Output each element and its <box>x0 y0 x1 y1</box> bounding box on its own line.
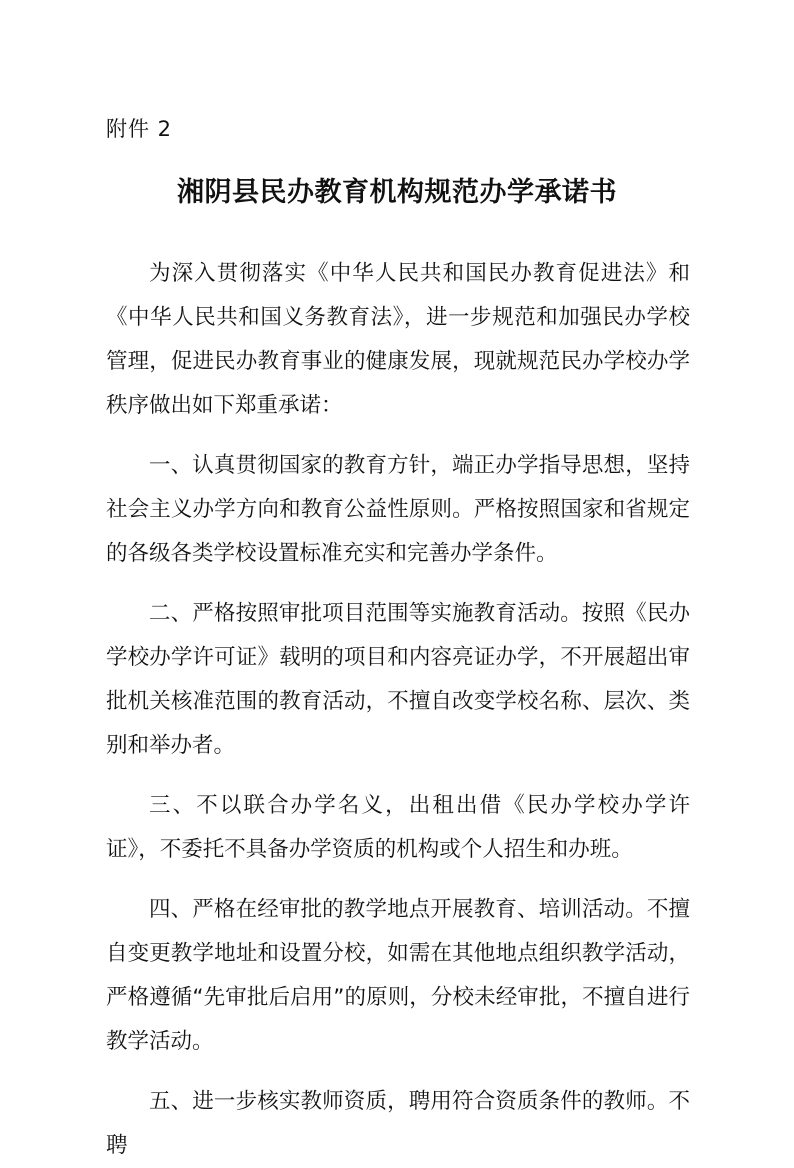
paragraph-commitment-4: 四、严格在经审批的教学地点开展教育、培训活动。不擅自变更教学地址和设置分校，如需在其他地点组织教学活动，严格遵循“先审批后启用”的原则，分校未经审批，不擅自进行教学活动。 <box>106 897 690 1054</box>
paragraph-commitment-1: 一、认真贯彻国家的教育方针，端正办学指导思想，坚持社会主义办学方向和教育公益性原则。严格按照国家和省规定的各级各类学校设置标准充实和完善办学条件。 <box>106 453 690 566</box>
document-body <box>106 252 690 1168</box>
paragraph-commitment-3: 三、不以联合办学名义，出租出借《民办学校办学许证》，不委托不具备办学资质的机构或个人招生和办班。 <box>106 793 690 862</box>
paragraph-intro: 为深入贯彻落实《中华人民共和国民办教育促进法》和《中华人民共和国义务教育法》，进一步规范和加强民办学校管理，促进民办教育事业的健康发展，现就规范民办学校办学秩序做出如下郑重承诺： <box>106 261 690 418</box>
paragraph-commitment-5: 五、进一步核实教师资质，聘用符合资质条件的教师。不聘 <box>106 1089 690 1158</box>
attachment-label: 附件 2 <box>106 117 173 141</box>
paragraph-commitment-2: 二、严格按照审批项目范围等实施教育活动。按照《民办学校办学许可证》载明的项目和内容亮证办学，不开展超出审批机关核准范围的教育活动，不擅自改变学校名称、层次、类别和举办者。 <box>106 601 690 758</box>
document-title: 湘阴县民办教育机构规范办学承诺书 <box>177 177 617 208</box>
